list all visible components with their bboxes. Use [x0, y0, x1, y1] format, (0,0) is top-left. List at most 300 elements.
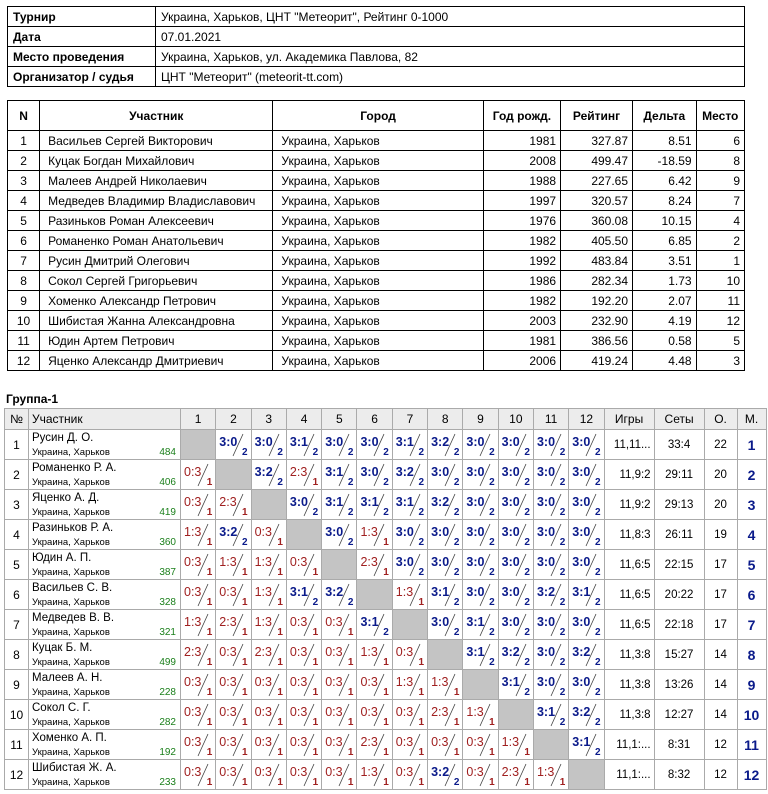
match-result	[216, 550, 250, 579]
match-score: 3:2	[219, 525, 238, 539]
match-points: 1	[453, 717, 460, 728]
match-points: 1	[383, 657, 389, 668]
col-header-opponent: 7	[392, 409, 427, 430]
match-points: 1	[383, 747, 389, 758]
info-row	[8, 67, 745, 87]
player-city: Украина, Харьков	[32, 537, 110, 548]
match-result-cell	[216, 670, 251, 700]
match-result	[216, 580, 250, 609]
match-points: 1	[206, 537, 213, 548]
match-points: 1	[206, 717, 213, 728]
match-score: 0:3	[360, 705, 378, 719]
match-points: 1	[489, 777, 495, 788]
info-label: Место проведения	[8, 47, 156, 67]
match-points: 1	[242, 627, 248, 638]
row-number: 7	[5, 610, 29, 640]
match-result-cell	[251, 700, 286, 730]
match-result	[322, 760, 356, 789]
match-points: 2	[453, 627, 460, 638]
match-points: 1	[206, 687, 213, 698]
participant-row	[8, 251, 745, 271]
player-points: 14	[704, 700, 737, 730]
match-result	[569, 730, 603, 759]
match-score: 3:0	[501, 465, 520, 479]
player-cell	[29, 430, 181, 460]
match-score: 0:3	[184, 555, 202, 569]
player-points: 17	[704, 610, 737, 640]
player-cell	[29, 520, 181, 550]
match-points: 2	[453, 447, 460, 458]
player-points: 22	[704, 430, 737, 460]
participant-row	[8, 171, 745, 191]
match-result-cell	[357, 520, 392, 550]
player-name: Медведев В. В.	[32, 612, 115, 624]
participant-delta: 10.15	[633, 211, 697, 231]
player-place: 12	[737, 760, 766, 790]
match-result	[181, 760, 215, 789]
participant-name: Медведев Владимир Владиславович	[40, 191, 273, 211]
participant-delta: 2.07	[633, 291, 697, 311]
participant-number: 1	[8, 131, 40, 151]
match-result	[428, 580, 462, 609]
match-points: 2	[559, 657, 566, 668]
match-result-cell	[216, 610, 251, 640]
match-result-cell	[286, 550, 321, 580]
match-result	[428, 670, 462, 699]
match-result-cell	[569, 670, 604, 700]
match-score: 1:3	[184, 615, 202, 629]
match-result	[499, 460, 533, 489]
match-result	[252, 430, 286, 459]
match-result-cell	[216, 640, 251, 670]
match-result	[463, 460, 497, 489]
row-number: 8	[5, 640, 29, 670]
match-score: 1:3	[254, 585, 272, 599]
match-points: 2	[489, 657, 495, 668]
match-points: 1	[277, 657, 283, 668]
match-score: 3:0	[536, 555, 556, 569]
player-games: 11,9:2	[604, 460, 654, 490]
match-score: 1:3	[501, 735, 520, 749]
match-result	[428, 610, 462, 639]
match-points: 1	[206, 507, 213, 518]
match-points: 2	[242, 447, 248, 458]
match-score: 3:0	[572, 495, 591, 509]
match-points: 1	[383, 537, 389, 548]
participant-delta: 0.58	[633, 331, 697, 351]
match-points: 1	[277, 627, 283, 638]
match-points: 2	[559, 717, 566, 728]
match-score: 3:2	[501, 645, 520, 659]
diagonal-cell	[533, 730, 568, 760]
participant-name: Яценко Александр Дмитриевич	[40, 351, 273, 371]
match-points: 1	[383, 567, 389, 578]
match-points: 2	[595, 657, 601, 668]
match-score: 3:0	[254, 435, 273, 449]
match-result	[569, 490, 603, 519]
col-header-opponent: 4	[286, 409, 321, 430]
match-points: 2	[347, 477, 354, 488]
match-result	[357, 430, 391, 459]
group-row	[5, 640, 767, 670]
participant-city: Украина, Харьков	[273, 151, 483, 171]
match-points: 2	[453, 477, 460, 488]
player-city: Украина, Харьков	[32, 567, 110, 578]
player-city: Украина, Харьков	[32, 747, 110, 758]
match-result	[499, 490, 533, 519]
match-result	[216, 700, 250, 729]
match-points: 2	[559, 687, 566, 698]
player-games: 11,9:2	[604, 490, 654, 520]
match-result	[569, 520, 603, 549]
match-result-cell	[322, 580, 357, 610]
match-result	[428, 730, 462, 759]
match-points: 2	[595, 477, 601, 488]
player-place: 7	[737, 610, 766, 640]
col-header-games: Игры	[604, 409, 654, 430]
match-result	[216, 670, 250, 699]
participant-birth-year: 1997	[483, 191, 560, 211]
match-score: 0:3	[325, 705, 343, 719]
match-score: 0:3	[184, 495, 202, 509]
col-header-opponent: 3	[251, 409, 286, 430]
match-points: 2	[383, 447, 389, 458]
match-score: 3:0	[536, 435, 556, 449]
match-score: 0:3	[395, 705, 414, 719]
match-result	[252, 700, 286, 729]
match-result-cell	[357, 700, 392, 730]
participant-delta: 4.48	[633, 351, 697, 371]
match-points: 2	[595, 537, 601, 548]
player-sets: 22:18	[654, 610, 704, 640]
match-points: 2	[595, 687, 601, 698]
match-result	[216, 640, 250, 669]
player-name: Юдин А. П.	[32, 552, 92, 564]
player-cell	[29, 490, 181, 520]
match-score: 1:3	[360, 525, 378, 539]
player-sets: 20:22	[654, 580, 704, 610]
player-city: Украина, Харьков	[32, 447, 110, 458]
participant-city: Украина, Харьков	[273, 211, 483, 231]
player-points: 12	[704, 730, 737, 760]
match-score: 0:3	[254, 765, 272, 779]
participant-rating: 232.90	[561, 311, 633, 331]
match-score: 0:3	[184, 465, 202, 479]
match-points: 2	[524, 477, 530, 488]
group-row	[5, 760, 767, 790]
match-result	[463, 700, 497, 729]
match-points: 2	[524, 537, 530, 548]
match-result	[393, 580, 427, 609]
col-header-opponent: 2	[216, 409, 251, 430]
participant-number: 6	[8, 231, 40, 251]
player-rating: 321	[159, 627, 176, 638]
info-row	[8, 27, 745, 47]
match-result	[393, 520, 427, 549]
match-points: 1	[312, 687, 319, 698]
match-result-cell	[428, 520, 463, 550]
player-city: Украина, Харьков	[32, 777, 110, 788]
match-score: 0:3	[289, 615, 308, 629]
match-points: 1	[347, 657, 354, 668]
match-result-cell	[533, 610, 568, 640]
player-cell	[29, 670, 181, 700]
info-value: Украина, Харьков, ЦНТ "Метеорит", Рейтинг 0-1000	[156, 7, 745, 27]
match-result-cell	[498, 430, 533, 460]
player-place: 9	[737, 670, 766, 700]
info-label: Дата	[8, 27, 156, 47]
match-score: 1:3	[395, 675, 414, 689]
match-result	[534, 520, 568, 549]
player-place: 8	[737, 640, 766, 670]
match-result-cell	[463, 580, 498, 610]
match-result	[428, 430, 462, 459]
match-score: 3:0	[466, 555, 485, 569]
match-points: 1	[277, 747, 283, 758]
match-points: 2	[559, 507, 566, 518]
match-result-cell	[216, 730, 251, 760]
match-result-cell	[181, 610, 216, 640]
match-result-cell	[428, 760, 463, 790]
player-points: 17	[704, 580, 737, 610]
match-result	[534, 640, 568, 669]
match-score: 3:1	[395, 495, 414, 509]
player-sets: 33:4	[654, 430, 704, 460]
match-result	[216, 430, 250, 459]
match-result	[252, 760, 286, 789]
match-points: 1	[418, 717, 425, 728]
diagonal-cell	[463, 670, 498, 700]
match-points: 2	[595, 597, 601, 608]
player-name: Сокол С. Г.	[32, 702, 91, 714]
match-result-cell	[392, 640, 427, 670]
match-points: 1	[383, 717, 389, 728]
match-result	[569, 670, 603, 699]
participant-rating: 327.87	[561, 131, 633, 151]
match-score: 2:3	[360, 555, 378, 569]
col-header-opponent: 1	[181, 409, 216, 430]
match-result	[181, 670, 215, 699]
group-row	[5, 550, 767, 580]
match-points: 1	[206, 597, 213, 608]
match-result	[287, 460, 321, 489]
tournament-info-table	[7, 6, 745, 87]
match-result-cell	[463, 430, 498, 460]
match-result	[569, 700, 603, 729]
group-row	[5, 460, 767, 490]
player-cell	[29, 580, 181, 610]
match-points: 1	[489, 717, 495, 728]
player-place: 3	[737, 490, 766, 520]
match-points: 1	[347, 687, 354, 698]
match-points: 1	[524, 777, 530, 788]
match-score: 0:3	[325, 615, 343, 629]
participant-rating: 405.50	[561, 231, 633, 251]
participant-city: Украина, Харьков	[273, 351, 483, 371]
match-result	[181, 610, 215, 639]
match-score: 3:1	[289, 585, 308, 599]
match-result-cell	[533, 490, 568, 520]
match-score: 1:3	[536, 765, 555, 779]
match-points: 1	[242, 507, 248, 518]
match-result	[252, 550, 286, 579]
match-result	[287, 610, 321, 639]
match-points: 2	[312, 507, 319, 518]
match-points: 1	[242, 597, 248, 608]
match-score: 3:0	[289, 495, 308, 509]
match-result	[499, 670, 533, 699]
match-points: 2	[242, 537, 248, 548]
match-points: 2	[383, 477, 389, 488]
match-points: 1	[347, 627, 354, 638]
match-score: 3:2	[536, 585, 556, 599]
participant-number: 2	[8, 151, 40, 171]
match-result	[534, 760, 568, 789]
participant-birth-year: 1986	[483, 271, 560, 291]
match-score: 3:0	[431, 465, 450, 479]
match-result-cell	[286, 460, 321, 490]
participant-row	[8, 331, 745, 351]
match-points: 1	[418, 687, 425, 698]
match-result	[357, 610, 391, 639]
col-header-player: Участник	[29, 409, 181, 430]
match-score: 3:1	[536, 705, 556, 719]
match-score: 0:3	[289, 705, 308, 719]
match-score: 0:3	[395, 645, 414, 659]
match-points: 2	[559, 477, 566, 488]
match-result-cell	[392, 520, 427, 550]
match-result-cell	[216, 430, 251, 460]
match-score: 0:3	[184, 585, 202, 599]
match-score: 1:3	[466, 705, 484, 719]
participant-rating: 360.08	[561, 211, 633, 231]
match-points: 1	[524, 747, 530, 758]
group-row	[5, 610, 767, 640]
match-points: 1	[418, 597, 425, 608]
match-score: 3:0	[466, 585, 485, 599]
match-result-cell	[322, 730, 357, 760]
group-row	[5, 700, 767, 730]
participant-birth-year: 1976	[483, 211, 560, 231]
match-score: 0:3	[219, 645, 237, 659]
match-points: 2	[559, 627, 566, 638]
match-points: 2	[277, 477, 283, 488]
match-points: 1	[277, 777, 283, 788]
match-result	[428, 760, 462, 789]
player-points: 14	[704, 640, 737, 670]
match-points: 1	[383, 777, 389, 788]
match-score: 0:3	[289, 765, 308, 779]
match-points: 2	[524, 687, 530, 698]
player-cell	[29, 730, 181, 760]
match-points: 2	[559, 447, 566, 458]
participant-row	[8, 351, 745, 371]
participant-name: Куцак Богдан Михайлович	[40, 151, 273, 171]
match-result	[322, 520, 356, 549]
match-score: 1:3	[395, 585, 414, 599]
player-sets: 12:27	[654, 700, 704, 730]
match-result-cell	[181, 580, 216, 610]
match-result	[393, 730, 427, 759]
participant-place: 7	[696, 191, 744, 211]
match-score: 0:3	[431, 735, 449, 749]
match-result-cell	[286, 700, 321, 730]
match-points: 2	[347, 507, 354, 518]
match-result	[322, 580, 356, 609]
match-result	[252, 580, 286, 609]
group-row	[5, 670, 767, 700]
match-result-cell	[569, 490, 604, 520]
match-result-cell	[322, 640, 357, 670]
match-result	[181, 520, 215, 549]
player-city: Украина, Харьков	[32, 597, 110, 608]
match-points: 2	[595, 717, 601, 728]
player-games: 11,3:8	[604, 670, 654, 700]
match-result-cell	[392, 490, 427, 520]
participant-place: 6	[696, 131, 744, 151]
player-name: Разиньков Р. А.	[32, 522, 114, 534]
match-result	[534, 700, 568, 729]
participant-delta: 8.51	[633, 131, 697, 151]
match-score: 3:0	[466, 495, 485, 509]
match-score: 0:3	[325, 645, 343, 659]
player-place: 10	[737, 700, 766, 730]
match-score: 3:1	[325, 465, 344, 479]
player-sets: 8:31	[654, 730, 704, 760]
match-result-cell	[498, 610, 533, 640]
match-result-cell	[251, 520, 286, 550]
participant-number: 10	[8, 311, 40, 331]
match-score: 3:2	[572, 645, 591, 659]
match-points: 2	[347, 537, 354, 548]
player-cell	[29, 640, 181, 670]
match-points: 1	[277, 717, 283, 728]
group-row	[5, 490, 767, 520]
participants-col-header: Участник	[40, 101, 273, 131]
match-result	[357, 460, 391, 489]
match-points: 1	[347, 777, 354, 788]
col-header-place: М.	[737, 409, 766, 430]
match-result-cell	[392, 460, 427, 490]
match-result	[393, 550, 427, 579]
player-city: Украина, Харьков	[32, 477, 110, 488]
match-points: 2	[489, 507, 495, 518]
col-header-sets: Сеты	[654, 409, 704, 430]
match-score: 3:1	[325, 495, 344, 509]
match-points: 1	[242, 567, 248, 578]
match-points: 2	[524, 567, 530, 578]
match-points: 2	[418, 567, 425, 578]
participants-col-header: Место	[696, 101, 744, 131]
match-result	[252, 730, 286, 759]
group-row	[5, 580, 767, 610]
match-score: 3:0	[501, 525, 520, 539]
match-result	[322, 430, 356, 459]
match-points: 1	[383, 687, 389, 698]
match-result	[393, 700, 427, 729]
player-rating: 228	[159, 687, 176, 698]
col-header-opponent: 11	[533, 409, 568, 430]
match-result	[534, 460, 568, 489]
match-result-cell	[533, 520, 568, 550]
match-points: 1	[206, 747, 213, 758]
match-score: 1:3	[254, 615, 272, 629]
match-score: 3:2	[325, 585, 344, 599]
match-score: 0:3	[219, 585, 237, 599]
match-score: 3:2	[572, 705, 591, 719]
match-result	[569, 580, 603, 609]
match-result	[322, 640, 356, 669]
